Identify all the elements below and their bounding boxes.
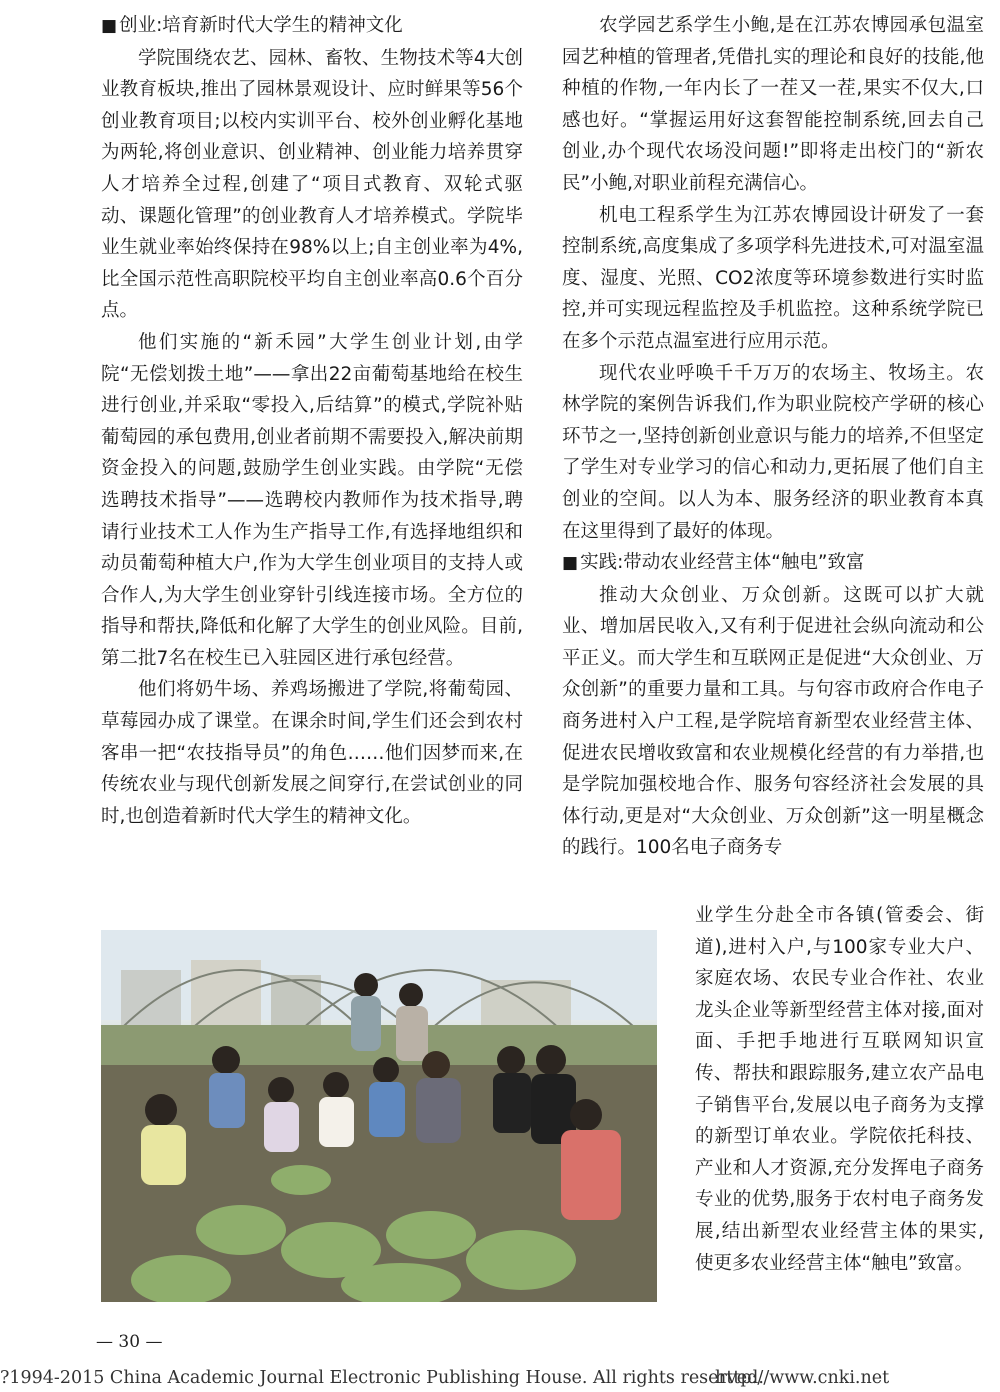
paragraph: 现代农业呼唤千千万万的农场主、牧场主。农林学院的案例告诉我们,作为职业院校产学研的核心环节之一,坚持创新创业意识与能力的培养,不但坚定了学生对专业学习的信心和动力,更拓展了他们自主创业的空间。以人为本、服务经济的职业教育本真在这里得到了最好的体现。: [562, 362, 984, 542]
section-heading-text: 创业:培育新时代大学生的精神文化: [119, 15, 403, 36]
page-number: — 30 —: [96, 1332, 163, 1352]
paragraph: 农学园艺系学生小鲍,是在江苏农博园承包温室园艺种植的管理者,凭借扎实的理论和良好的技能,他种植的作物,一年内长了一茬又一茬,果实不仅大,口感也好。“掌握运用好这套智能控制系统,回去自己创业,办个现代农场没问题!”即将走出校门的“新农民”小鲍,对职业前程充满信心。: [562, 15, 984, 194]
right-column: [562, 10, 984, 864]
section-heading-entrepreneurship: [101, 10, 523, 43]
paragraph-continuation: 业学生分赴全市各镇(管委会、街道),进村入户,与100家专业大户、家庭农场、农民专业合作社、农业龙头企业等新型经营主体对接,面对面、手把手地进行互联网知识宣传、帮扶和跟踪服务,建立农产品电子销售平台,发展以电子商务为支撑的新型订单农业。学院依托科技、产业和人才资源,充分发挥电子商务专业的优势,服务于农村电子商务发展,结出新型农业经营主体的果实,使更多农业经营主体“触电”致富。: [695, 905, 984, 1274]
square-bullet-icon: ■: [562, 553, 579, 574]
footer: [0, 1368, 1000, 1388]
paragraph: 学院围绕农艺、园林、畜牧、生物技术等4大创业教育板块,推出了园林景观设计、应时鲜果等56个创业教育项目;以校内实训平台、校外创业孵化基地为两轮,将创业意识、创业精神、创业能力培养贯穿人才培养全过程,创建了“项目式教育、双轮式驱动、课题化管理”的创业教育人才培养模式。学院毕业生就业率始终保持在98%以上;自主创业率为4%,比全国示范性高职院校平均自主创业率高0.6个百分点。: [101, 47, 523, 322]
paragraph: 推动大众创业、万众创新。这既可以扩大就业、增加居民收入,又有利于促进社会纵向流动和公平正义。而大学生和互联网正是促进“大众创业、万众创新”的重要力量和工具。与句容市政府合作电子商务进村入户工程,是学院培育新型农业经营主体、促进农民增收致富和农业规模化经营的有力举措,也是学院加强校地合作、服务句容经济社会发展的具体行动,更是对“大众创业、万众创新”这一明星概念的践行。100名电子商务专: [562, 584, 984, 859]
paragraph: 他们将奶牛场、养鸡场搬进了学院,将葡萄园、草莓园办成了课堂。在课余时间,学生们还会到农村客串一把“农技指导员”的角色……他们因梦而来,在传统农业与现代创新发展之间穿行,在尝试创业的同时,也创造着新时代大学生的精神文化。: [101, 679, 523, 827]
paragraph: 机电工程系学生为江苏农博园设计研发了一套控制系统,高度集成了多项学科先进技术,可对温室温度、湿度、光照、CO2浓度等环境参数进行实时监控,并可实现远程监控及手机监控。这种系统学院已在多个示范点温室进行应用示范。: [562, 204, 984, 352]
paragraph: 他们实施的“新禾园”大学生创业计划,由学院“无偿划拨土地”——拿出22亩葡萄基地给在校生进行创业,并采取“零投入,后结算”的模式,学院补贴葡萄园的承包费用,创业者前期不需要投入,解决前期资金投入的问题,鼓励学生创业实践。由学院“无偿选聘技术指导”——选聘校内教师作为技术指导,聘请行业技术工人作为生产指导工作,有选择地组织和动员葡萄种植大户,作为大学生创业项目的支持人或合作人,为大学生创业穿针引线连接市场。全方位的指导和帮扶,降低和化解了大学生的创业风险。目前,第二批7名在校生已入驻园区进行承包经营。: [101, 331, 523, 669]
footer-url: http://www.cnki.net: [715, 1368, 890, 1388]
left-column: [101, 10, 523, 832]
square-bullet-icon: ■: [101, 16, 118, 36]
greenhouse-photo: [101, 930, 657, 1302]
footer-copyright: ?1994-2015 China Academic Journal Electronic Publishing House. All rights reserved.: [0, 1368, 764, 1388]
inset-column: [695, 900, 984, 1279]
section-heading-practice: [562, 547, 984, 580]
section-heading-text: 实践:带动农业经营主体“触电”致富: [580, 552, 865, 574]
